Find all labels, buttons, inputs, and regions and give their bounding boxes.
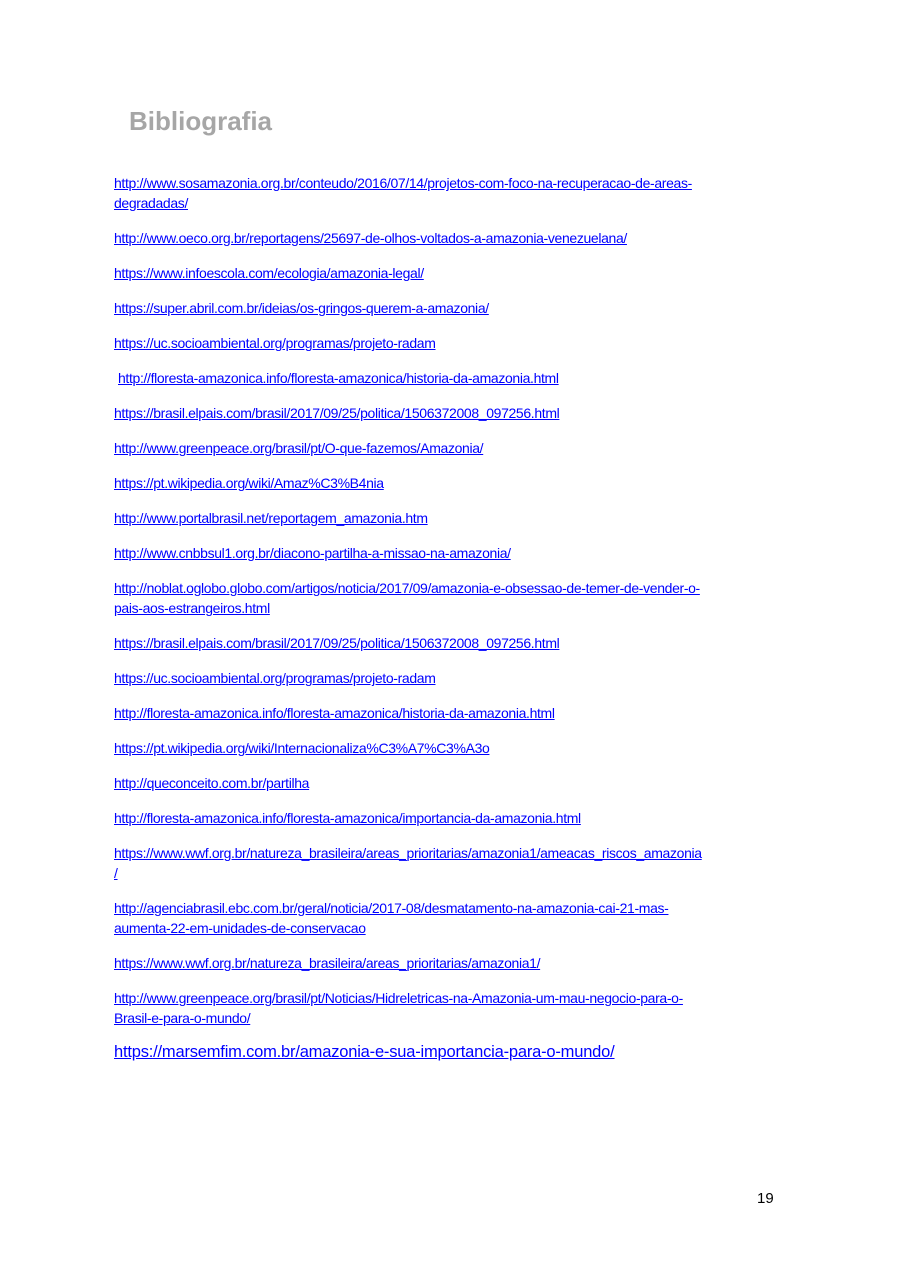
reference-link-text: https://uc.socioambiental.org/programas/projeto-radam [114,670,436,686]
reference-link-text: https://pt.wikipedia.org/wiki/Amaz%C3%B4nia [114,475,384,491]
reference-link-text: http://www.portalbrasil.net/reportagem_amazonia.htm [114,510,428,526]
reference-link[interactable] [114,898,804,938]
reference-link[interactable] [114,1042,804,1062]
reference-link-text: https://brasil.elpais.com/brasil/2017/09/25/politica/1506372008_097256.html [114,405,560,421]
reference-link[interactable] [114,473,804,493]
reference-link[interactable] [114,228,804,248]
reference-link[interactable] [114,403,804,423]
reference-link[interactable] [114,173,804,213]
reference-link-text: http://www.sosamazonia.org.br/conteudo/2016/07/14/projetos-com-foco-na-recuperacao-de-areas- [114,175,692,191]
reference-link[interactable] [114,368,804,388]
reference-link-text: https://uc.socioambiental.org/programas/projeto-radam [114,335,436,351]
reference-link[interactable] [114,333,804,353]
reference-link[interactable] [114,988,804,1028]
reference-link-text: http://www.cnbbsul1.org.br/diacono-partilha-a-missao-na-amazonia/ [114,545,511,561]
reference-link-text: https://www.infoescola.com/ecologia/amazonia-legal/ [114,265,424,281]
reference-link[interactable] [114,808,804,828]
reference-link-text: http://www.greenpeace.org/brasil/pt/Noticias/Hidreletricas-na-Amazonia-um-mau-negocio-para-o- [114,990,683,1006]
reference-link-text: http://www.greenpeace.org/brasil/pt/O-que-fazemos/Amazonia/ [114,440,484,456]
reference-link[interactable] [114,953,804,973]
reference-link-text: https://pt.wikipedia.org/wiki/Internacionaliza%C3%A7%C3%A3o [114,740,490,756]
reference-link-text: http://noblat.oglobo.globo.com/artigos/noticia/2017/09/amazonia-e-obsessao-de-temer-de-vender-o- [114,580,700,596]
reference-link[interactable] [114,438,804,458]
reference-link[interactable] [114,508,804,528]
reference-link[interactable] [114,578,804,618]
reference-link[interactable] [114,543,804,563]
page-number: 19 [757,1190,774,1207]
reference-link[interactable] [114,298,804,318]
page-title: Bibliografia [129,106,273,136]
reference-link-text: http://floresta-amazonica.info/floresta-amazonica/historia-da-amazonia.html [118,370,559,386]
reference-link[interactable] [114,703,804,723]
reference-link-text: Brasil-e-para-o-mundo/ [114,1010,251,1026]
reference-link[interactable] [114,738,804,758]
reference-link-text: https://www.wwf.org.br/natureza_brasileira/areas_prioritarias/amazonia1/ [114,955,541,971]
reference-link-text: https://super.abril.com.br/ideias/os-gringos-querem-a-amazonia/ [114,300,489,316]
reference-link-text: pais-aos-estrangeiros.html [114,600,270,616]
reference-link-text: http://queconceito.com.br/partilha [114,775,310,791]
reference-link-text: https://marsemfim.com.br/amazonia-e-sua-importancia-para-o-mundo/ [114,1043,615,1061]
reference-link-text: http://floresta-amazonica.info/floresta-amazonica/historia-da-amazonia.html [114,705,555,721]
reference-link-text: degradadas/ [114,195,188,211]
reference-link-text: https://www.wwf.org.br/natureza_brasileira/areas_prioritarias/amazonia1/ameacas_riscos_amazonia [114,845,702,861]
reference-link-text: http://floresta-amazonica.info/floresta-amazonica/importancia-da-amazonia.html [114,810,581,826]
reference-link[interactable] [114,843,804,883]
reference-list [114,173,804,1077]
reference-link-text: aumenta-22-em-unidades-de-conservacao [114,920,366,936]
reference-link-text: http://agenciabrasil.ebc.com.br/geral/noticia/2017-08/desmatamento-na-amazonia-cai-21-mas- [114,900,669,916]
reference-link-text: http://www.oeco.org.br/reportagens/25697-de-olhos-voltados-a-amazonia-venezuelana/ [114,230,627,246]
reference-link[interactable] [114,668,804,688]
reference-link[interactable] [114,633,804,653]
reference-link[interactable] [114,773,804,793]
reference-link[interactable] [114,263,804,283]
reference-link-text: https://brasil.elpais.com/brasil/2017/09/25/politica/1506372008_097256.html [114,635,560,651]
reference-link-text: / [114,865,118,881]
